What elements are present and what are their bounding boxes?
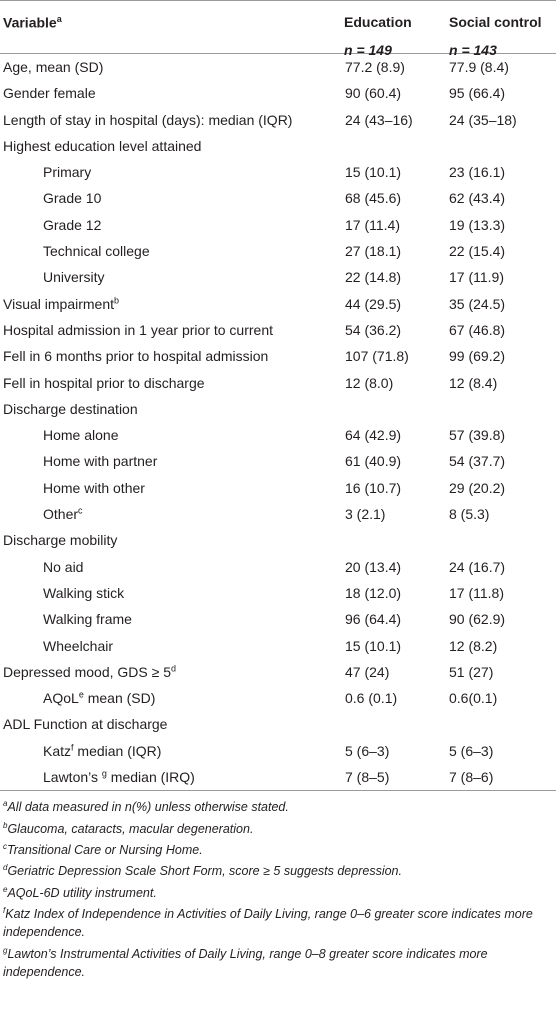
education-value: 18 (12.0) (345, 584, 402, 601)
row-label: Highest education level attained (3, 137, 202, 154)
table-row (0, 685, 556, 711)
row-label: Depressed mood, GDS ≥ $5^d$ (3, 663, 176, 680)
social-control-value: 24 (35–18) (449, 111, 517, 128)
social-control-value: 90 (62.9) (449, 611, 506, 628)
social-control-value: 62 (43.4) (449, 190, 506, 207)
table-row (0, 343, 556, 369)
social-control-value: 95 (66.4) (449, 85, 506, 102)
row-label: Home alone (43, 427, 119, 444)
education-value: 77.2 (8.9) (345, 59, 405, 75)
education-value: 0.6 (0.1) (345, 690, 398, 707)
row-label: Fell in hospital prior to discharge (3, 374, 205, 391)
social-control-value: 35 (24.5) (449, 295, 506, 312)
table-row (0, 80, 556, 106)
footnote: $^f$Katz Index of Independence in Activities of Daily Living, range 0–6 greater score indicates more independence. (3, 906, 533, 940)
social-control-value: 67 (46.8) (449, 321, 506, 338)
row-label: Primary (43, 164, 92, 181)
education-value: 90 (60.4) (345, 85, 402, 102)
table-row (0, 711, 556, 737)
table-body (0, 54, 556, 790)
row-label: Home with partner (43, 453, 158, 470)
social-control-value: 8 (5.3) (449, 506, 490, 523)
row-label: Home with other (43, 479, 145, 496)
education-value: 17 (11.4) (345, 216, 400, 233)
table-row (0, 633, 556, 659)
education-value: 24 (43–16) (345, 111, 413, 128)
table-row (0, 291, 556, 317)
footnote: $^e$AQoL-6D utility instrument. (3, 884, 157, 900)
table-row (0, 738, 556, 764)
social-control-value: 12 (8.2) (449, 637, 498, 654)
table-row (0, 133, 556, 159)
social-control-value: 57 (39.8) (449, 427, 506, 444)
social-control-value: 99 (69.2) (449, 348, 506, 365)
header-variable: Variable$^a$ (3, 14, 62, 31)
education-value: 96 (64.4) (345, 611, 402, 628)
table-row (0, 212, 556, 238)
footnote: $^b$Glaucoma, cataracts, macular degeneration. (3, 820, 254, 836)
table-row (0, 501, 556, 527)
table-row (0, 659, 556, 685)
social-control-value: 17 (11.8) (449, 584, 504, 601)
row-label: University (43, 269, 105, 286)
table-row (0, 317, 556, 343)
education-value: 61 (40.9) (345, 453, 402, 470)
social-control-value: 24 (16.7) (449, 558, 506, 575)
row-label: Gender female (3, 85, 96, 102)
table-row (0, 554, 556, 580)
row-label: Discharge destination (3, 400, 138, 417)
table-row (0, 54, 556, 80)
footnotes (0, 791, 556, 981)
table-row (0, 448, 556, 474)
education-value: 15 (10.1) (345, 164, 402, 181)
header-social-control-n: n = 143 (449, 42, 497, 58)
social-control-value: 77.9 (8.4) (449, 59, 509, 75)
social-control-value: 19 (13.3) (449, 216, 506, 233)
education-value: 27 (18.1) (345, 243, 402, 260)
table-row (0, 396, 556, 422)
table-row (0, 159, 556, 185)
table-row (0, 107, 556, 133)
row-label: Wheelchair (43, 637, 114, 654)
social-control-value: 0.6(0.1) (449, 690, 498, 707)
footnote: $^c$Transitional Care or Nursing Home. (3, 842, 203, 858)
social-control-value: 23 (16.1) (449, 164, 506, 181)
table-row (0, 370, 556, 396)
row-label: Technical college (43, 243, 150, 260)
row-label: Fell in 6 months prior to hospital admission (3, 348, 269, 365)
row-label: Other$^c$ (43, 505, 83, 523)
row-label: Discharge mobility (3, 532, 118, 549)
footnote: $^d$Geriatric Depression Scale Short Form, score ≥ 5 suggests depression. (3, 863, 402, 879)
table-row (0, 580, 556, 606)
row-label: Age, mean (SD) (3, 59, 104, 75)
header-social-control-name: Social control (449, 14, 542, 30)
row-label: Length of stay in hospital (days): median (IQR) (3, 111, 293, 128)
table-row (0, 527, 556, 553)
social-control-value: 17 (11.9) (449, 269, 504, 286)
education-value: 3 (2.1) (345, 506, 386, 523)
footnote: $^a$All data measured in n(%) unless otherwise stated. (3, 799, 289, 815)
table-row (0, 185, 556, 211)
education-value: 20 (13.4) (345, 558, 402, 575)
header-education (344, 14, 412, 58)
table-header (0, 1, 556, 58)
social-control-value: 7 (8–6) (449, 769, 494, 786)
social-control-value: 12 (8.4) (449, 374, 498, 391)
table-row (0, 422, 556, 448)
table-row (0, 264, 556, 290)
row-label: Grade 10 (43, 190, 102, 207)
education-value: 44 (29.5) (345, 295, 402, 312)
education-value: 16 (10.7) (345, 479, 402, 496)
education-value: 12 (8.0) (345, 374, 394, 391)
education-value: 7 (8–5) (345, 769, 390, 786)
row-label: Walking frame (43, 611, 132, 628)
education-value: 54 (36.2) (345, 321, 402, 338)
education-value: 64 (42.9) (345, 427, 402, 444)
table-row (0, 764, 556, 790)
row-label: Hospital admission in 1 year prior to current (3, 321, 274, 338)
header-education-n: n = 149 (344, 42, 392, 58)
row-label: AQoL$^e$ mean (SD) (43, 689, 156, 707)
social-control-value: 29 (20.2) (449, 479, 506, 496)
education-value: 5 (6–3) (345, 742, 390, 759)
row-label: Grade 12 (43, 216, 102, 233)
row-label: Lawton’s $^g$ median (IRQ) (43, 768, 195, 786)
education-value: 68 (45.6) (345, 190, 402, 207)
table-row (0, 606, 556, 632)
education-value: 47 (24) (345, 663, 390, 680)
row-label: Walking stick (43, 584, 125, 601)
education-value: 22 (14.8) (345, 269, 402, 286)
social-control-value: 22 (15.4) (449, 243, 506, 260)
education-value: 15 (10.1) (345, 637, 402, 654)
table-row (0, 475, 556, 501)
row-label: Katz$^f$ median (IQR) (43, 742, 162, 759)
education-value: 107 (71.8) (345, 348, 409, 365)
social-control-value: 5 (6–3) (449, 742, 494, 759)
social-control-value: 54 (37.7) (449, 453, 506, 470)
row-label: No aid (43, 558, 84, 575)
social-control-value: 51 (27) (449, 663, 494, 680)
header-education-name: Education (344, 14, 412, 30)
row-label: Visual impairment$^b$ (3, 295, 120, 312)
row-label: ADL Function at discharge (3, 716, 168, 733)
header-social-control (449, 14, 542, 58)
table-row (0, 238, 556, 264)
footnote: $^g$Lawton’s Instrumental Activities of Daily Living, range 0–8 greater score indicates more independence. (3, 945, 488, 980)
